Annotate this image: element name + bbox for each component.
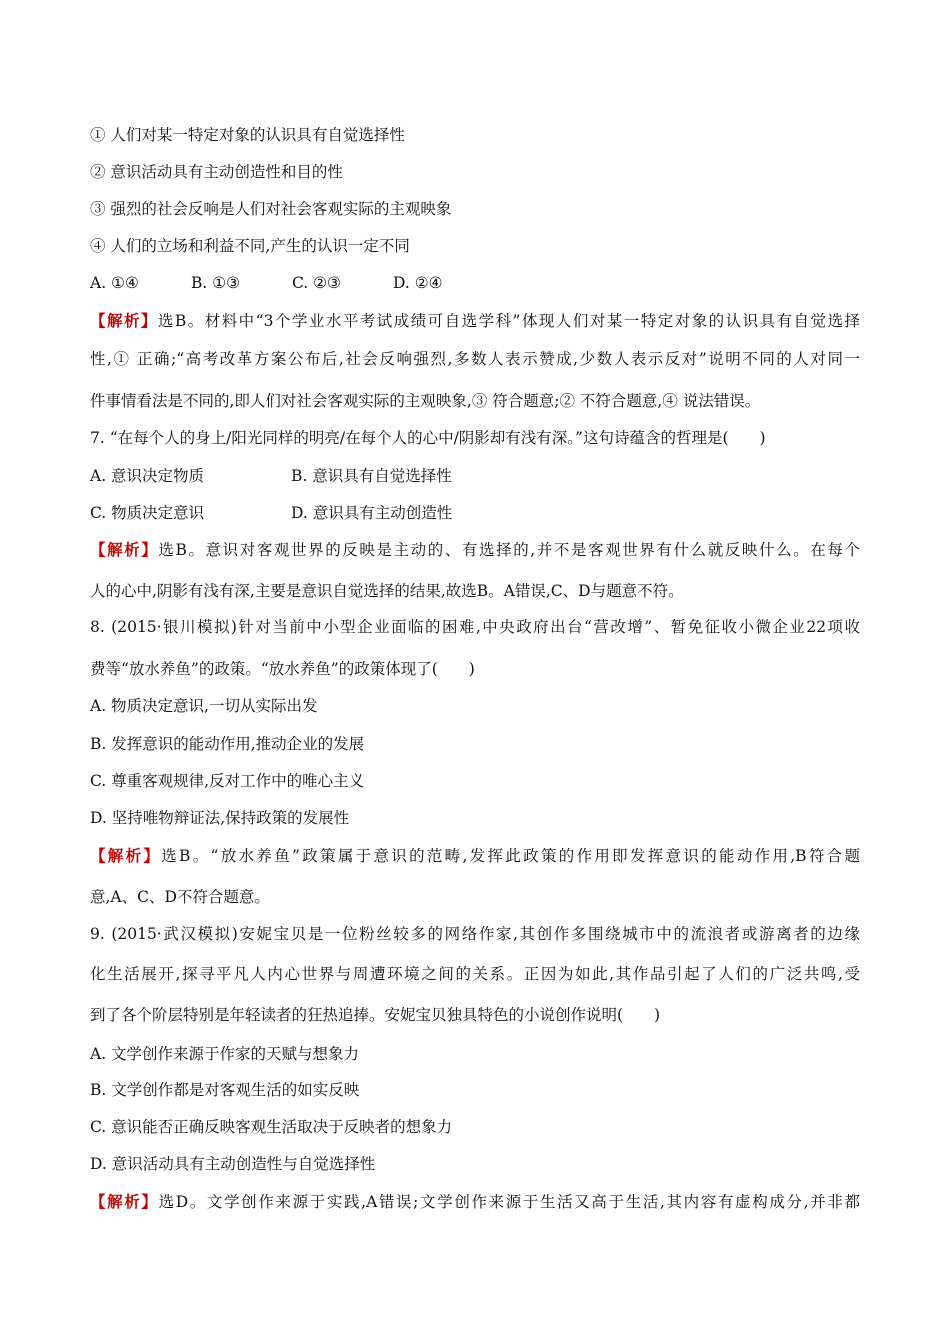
q6-options bbox=[90, 273, 860, 293]
q9-option-b: B. 文学创作都是对客观生活的如实反映 bbox=[90, 1081, 360, 1099]
q7-option-c: C. 物质决定意识 bbox=[90, 504, 205, 522]
q7-analysis-line-2: 人的心中,阴影有浅有深,主要是意识自觉选择的结果,故选B。A错误,C、D与题意不符。 bbox=[90, 582, 684, 600]
q6-option-a: A. ①④ bbox=[90, 274, 139, 292]
q6-statement-1: ① 人们对某一特定对象的认识具有自觉选择性 bbox=[90, 126, 405, 144]
q6-statement-2: ② 意识活动具有主动创造性和目的性 bbox=[90, 163, 343, 181]
q7-analysis-line-1 bbox=[90, 540, 860, 560]
q7-options-row-1 bbox=[90, 466, 860, 486]
q7-options-row-2 bbox=[90, 503, 860, 523]
q9-analysis-text-1: 选D。文学创作来源于实践,A错误;文学创作来源于生活又高于生活,其内容有虚构成分,并非都 bbox=[158, 1193, 860, 1211]
q8-option-d: D. 坚持唯物辩证法,保持政策的发展性 bbox=[90, 809, 350, 827]
q6-option-c: C. ②③ bbox=[292, 274, 341, 292]
q8-analysis-line-2: 意,A、C、D不符合题意。 bbox=[90, 888, 270, 906]
q7-option-a: A. 意识决定物质 bbox=[90, 467, 205, 485]
q7-analysis-text-1: 选B。意识对客观世界的反映是主动的、有选择的,并不是客观世界有什么就反映什么。在每个 bbox=[158, 541, 860, 559]
analysis-tag: 【解析】 bbox=[90, 540, 159, 559]
q9-stem-line-2: 化生活展开,探寻平凡人内心世界与周遭环境之间的关系。正因为如此,其作品引起了人们的广泛共鸣,受 bbox=[90, 965, 860, 983]
analysis-tag: 【解析】 bbox=[90, 311, 158, 330]
analysis-tag: 【解析】 bbox=[90, 1192, 159, 1211]
q8-analysis-line-1 bbox=[90, 846, 860, 866]
q8-stem-line-1: 8. (2015·银川模拟)针对当前中小型企业面临的困难,中央政府出台“营改增”、暂免征收小微企业22项收 bbox=[90, 618, 860, 636]
q6-option-d: D. ②④ bbox=[393, 274, 443, 292]
q6-option-b: B. ①③ bbox=[191, 274, 241, 292]
q8-option-c: C. 尊重客观规律,反对工作中的唯心主义 bbox=[90, 772, 365, 790]
q8-stem-line-2: 费等“放水养鱼”的政策。“放水养鱼”的政策体现了( ) bbox=[90, 660, 475, 678]
q8-analysis-text-1: 选B。“放水养鱼”政策属于意识的范畴,发挥此政策的作用即发挥意识的能动作用,B符合题 bbox=[161, 847, 860, 865]
q9-analysis-line-1 bbox=[90, 1192, 860, 1212]
q7-option-b: B. 意识具有自觉选择性 bbox=[291, 467, 452, 485]
q9-option-c: C. 意识能否正确反映客观生活取决于反映者的想象力 bbox=[90, 1118, 453, 1136]
q9-option-d: D. 意识活动具有主动创造性与自觉选择性 bbox=[90, 1155, 376, 1173]
q6-statement-4: ④ 人们的立场和利益不同,产生的认识一定不同 bbox=[90, 237, 410, 255]
q6-analysis-text-1: 选B。材料中“3个学业水平考试成绩可自选学科”体现人们对某一特定对象的认识具有自觉选择 bbox=[157, 312, 860, 330]
q9-stem-line-1: 9. (2015·武汉模拟)安妮宝贝是一位粉丝较多的网络作家,其创作多围绕城市中的流浪者或游离者的边缘 bbox=[90, 925, 860, 943]
q6-analysis-line-1 bbox=[90, 311, 860, 331]
q6-statement-3: ③ 强烈的社会反响是人们对社会客观实际的主观映象 bbox=[90, 200, 452, 218]
q9-stem-line-3: 到了各个阶层特别是年轻读者的狂热追捧。安妮宝贝独具特色的小说创作说明( ) bbox=[90, 1006, 661, 1024]
q9-option-a: A. 文学创作来源于作家的天赋与想象力 bbox=[90, 1045, 360, 1063]
q6-analysis-line-3: 件事情看法是不同的,即人们对社会客观实际的主观映象,③ 符合题意;② 不符合题意,④ 说法错误。 bbox=[90, 392, 761, 410]
analysis-tag: 【解析】 bbox=[90, 846, 162, 865]
q6-analysis-line-2: 性,① 正确;“高考改革方案公布后,社会反响强烈,多数人表示赞成,少数人表示反对”说明不同的人对同一 bbox=[90, 350, 860, 368]
q8-option-a: A. 物质决定意识,一切从实际出发 bbox=[90, 697, 318, 715]
q7-stem: 7. “在每个人的身上/阳光同样的明亮/在每个人的心中/阴影却有浅有深。”这句诗蕴含的哲理是( ) bbox=[90, 429, 766, 447]
q8-option-b: B. 发挥意识的能动作用,推动企业的发展 bbox=[90, 735, 365, 753]
q7-option-d: D. 意识具有主动创造性 bbox=[291, 504, 453, 522]
